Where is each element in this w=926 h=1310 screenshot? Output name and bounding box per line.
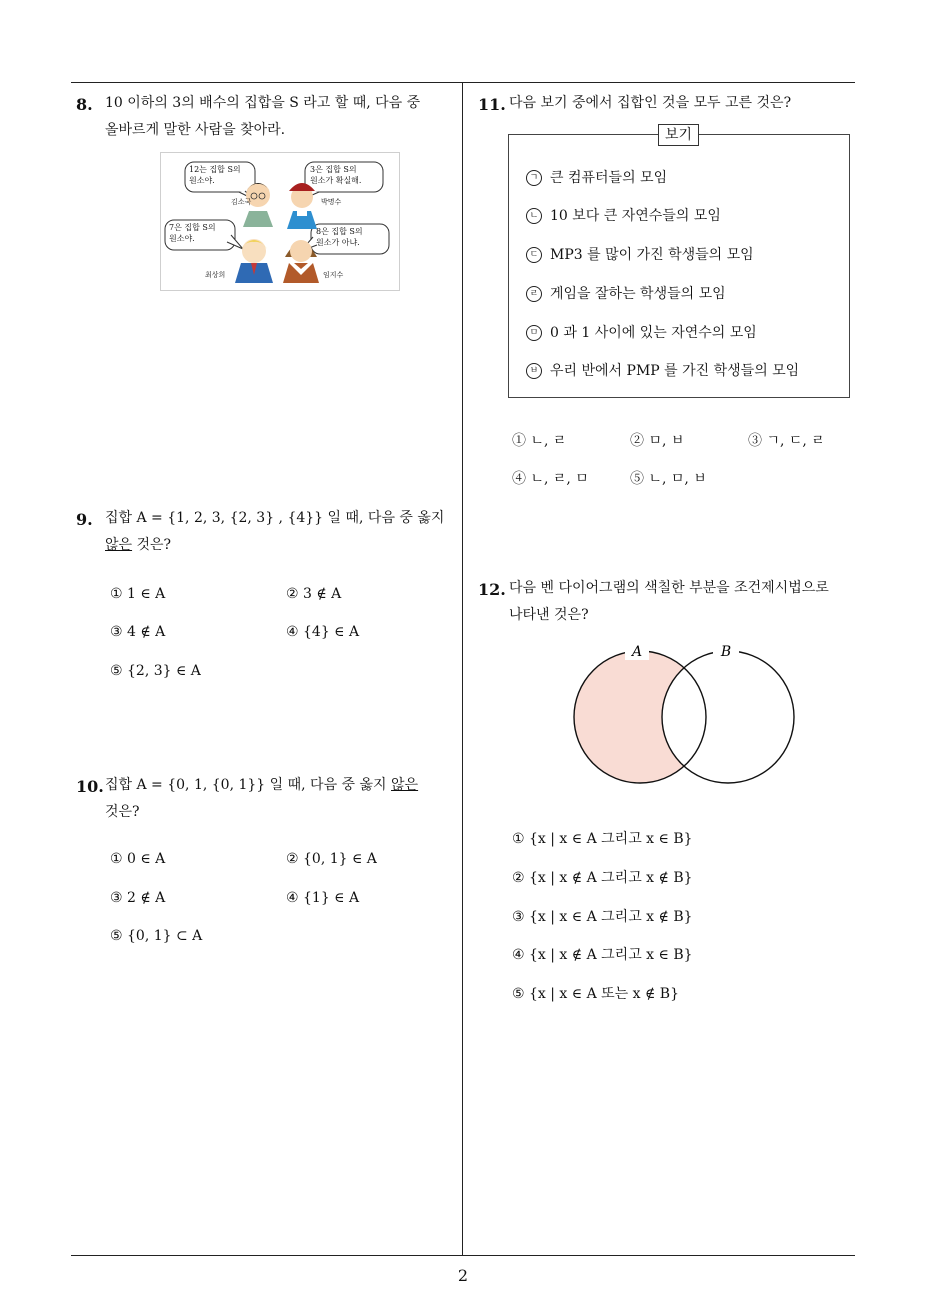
bogi-item [526, 167, 667, 187]
bubble-line: 원소가 아냐. [316, 238, 360, 247]
choice-2[interactable]: ② 3 ∉ A [286, 586, 342, 602]
question-text [105, 90, 457, 144]
circled-mark-icon: ㄴ [526, 208, 542, 224]
bogi-item-text: MP3 를 많이 가진 학생들의 모임 [550, 247, 754, 263]
bogi-item [526, 322, 757, 342]
question-text [105, 505, 457, 559]
question-number: 8. [76, 95, 93, 114]
student-name: 임지수 [323, 271, 344, 279]
bogi-item-text: 우리 반에서 PMP 를 가진 학생들의 모임 [550, 363, 800, 379]
question-line: 집합 A = {1, 2, 3, {2, 3} , {4}} 일 때, 다음 중 옳지 [105, 510, 445, 526]
circled-mark-icon: ㅁ [526, 325, 542, 341]
choice-2[interactable]: ② ㅁ, ㅂ [630, 433, 685, 449]
question-text [105, 772, 457, 826]
top-rule [71, 82, 855, 83]
cartoon-illustration [160, 152, 400, 291]
question-line [105, 532, 457, 559]
question-line [105, 772, 457, 799]
choice-4[interactable]: ④ {1} ∈ A [286, 890, 360, 906]
question-line: 10 이하의 3의 배수의 집합을 S 라고 할 때, 다음 중 [105, 95, 421, 111]
choice-5[interactable]: ⑤ {0, 1} ⊂ A [110, 928, 203, 944]
speech-bubble-1 [189, 164, 241, 186]
bubble-line: 8은 집합 S의 [316, 227, 363, 236]
choice-4[interactable]: ④ {x | x ∉ A 그리고 x ∈ B} [512, 947, 693, 963]
bubble-line: 3은 집합 S의 [310, 165, 357, 174]
bogi-item [526, 244, 754, 264]
speech-bubble-3 [169, 222, 216, 244]
venn-label-b: B [720, 644, 732, 660]
emphasis-text: 않은 [391, 777, 419, 793]
choice-5[interactable]: ⑤ {x | x ∈ A 또는 x ∉ B} [512, 986, 679, 1002]
question-line: 다음 벤 다이어그램의 색칠한 부분을 조건제시법으로 [509, 580, 829, 596]
circled-mark-icon: ㄷ [526, 247, 542, 263]
choice-3[interactable]: ③ 2 ∉ A [110, 890, 166, 906]
bottom-rule [71, 1255, 855, 1256]
venn-diagram [565, 640, 805, 790]
question-number: 10. [76, 777, 104, 796]
bubble-line: 원소야. [189, 176, 215, 185]
choice-3[interactable]: ③ 4 ∉ A [110, 624, 166, 640]
question-number: 12. [478, 580, 506, 599]
question-text: 다음 보기 중에서 집합인 것을 모두 고른 것은? [509, 95, 792, 111]
bubble-line: 7은 집합 S의 [169, 223, 216, 232]
bogi-item-text: 0 과 1 사이에 있는 자연수의 모임 [550, 325, 757, 341]
bubble-line: 원소가 확실해. [310, 176, 362, 185]
choice-3[interactable]: ③ ㄱ, ㄷ, ㄹ [748, 433, 825, 449]
speech-bubble-2 [310, 164, 361, 186]
student-figure-2 [287, 183, 317, 229]
choice-4[interactable]: ④ ㄴ, ㄹ, ㅁ [512, 471, 589, 487]
question-line: 나타낸 것은? [509, 607, 589, 623]
choice-1[interactable]: ① 1 ∈ A [110, 586, 166, 602]
choice-1[interactable]: ① 0 ∈ A [110, 851, 166, 867]
choice-5[interactable]: ⑤ {2, 3} ∈ A [110, 663, 201, 679]
choice-2[interactable]: ② {x | x ∉ A 그리고 x ∉ B} [512, 870, 693, 886]
student-name: 김소국 [231, 198, 252, 206]
question-line: 올바르게 말한 사람을 찾아라. [105, 122, 286, 138]
bogi-item [526, 205, 721, 225]
student-name: 박명수 [321, 198, 342, 206]
question-number: 11. [478, 95, 506, 114]
bogi-item [526, 283, 726, 303]
circled-mark-icon: ㄹ [526, 286, 542, 302]
bogi-item-text: 큰 컴퓨터들의 모임 [550, 170, 668, 186]
bogi-item [526, 360, 799, 380]
bubble-line: 원소야. [169, 234, 195, 243]
choice-1[interactable]: ① {x | x ∈ A 그리고 x ∈ B} [512, 831, 693, 847]
question-text [509, 575, 829, 629]
choice-4[interactable]: ④ {4} ∈ A [286, 624, 360, 640]
question-line-main: 집합 A = {0, 1, {0, 1}} 일 때, 다음 중 옳지 [105, 777, 387, 793]
question-number: 9. [76, 510, 93, 529]
choice-2[interactable]: ② {0, 1} ∈ A [286, 851, 377, 867]
bubble-line: 12는 집합 S의 [189, 165, 241, 174]
question-line: 것은? [105, 804, 140, 820]
emphasis-text: 않은 [105, 537, 133, 553]
column-divider [462, 83, 463, 1255]
venn-label-a: A [631, 644, 643, 660]
student-name: 최상희 [205, 271, 226, 279]
circled-mark-icon: ㅂ [526, 363, 542, 379]
bogi-item-text: 10 보다 큰 자연수들의 모임 [550, 208, 721, 224]
choice-3[interactable]: ③ {x | x ∈ A 그리고 x ∉ B} [512, 909, 693, 925]
choice-5[interactable]: ⑤ ㄴ, ㅁ, ㅂ [630, 471, 707, 487]
question-line-rest: 것은? [132, 537, 172, 553]
choice-1[interactable]: ① ㄴ, ㄹ [512, 433, 567, 449]
bogi-item-text: 게임을 잘하는 학생들의 모임 [550, 286, 726, 302]
circled-mark-icon: ㄱ [526, 170, 542, 186]
page-number: 2 [457, 1266, 469, 1285]
bogi-title: 보기 [658, 124, 699, 146]
speech-bubble-4 [316, 226, 363, 248]
